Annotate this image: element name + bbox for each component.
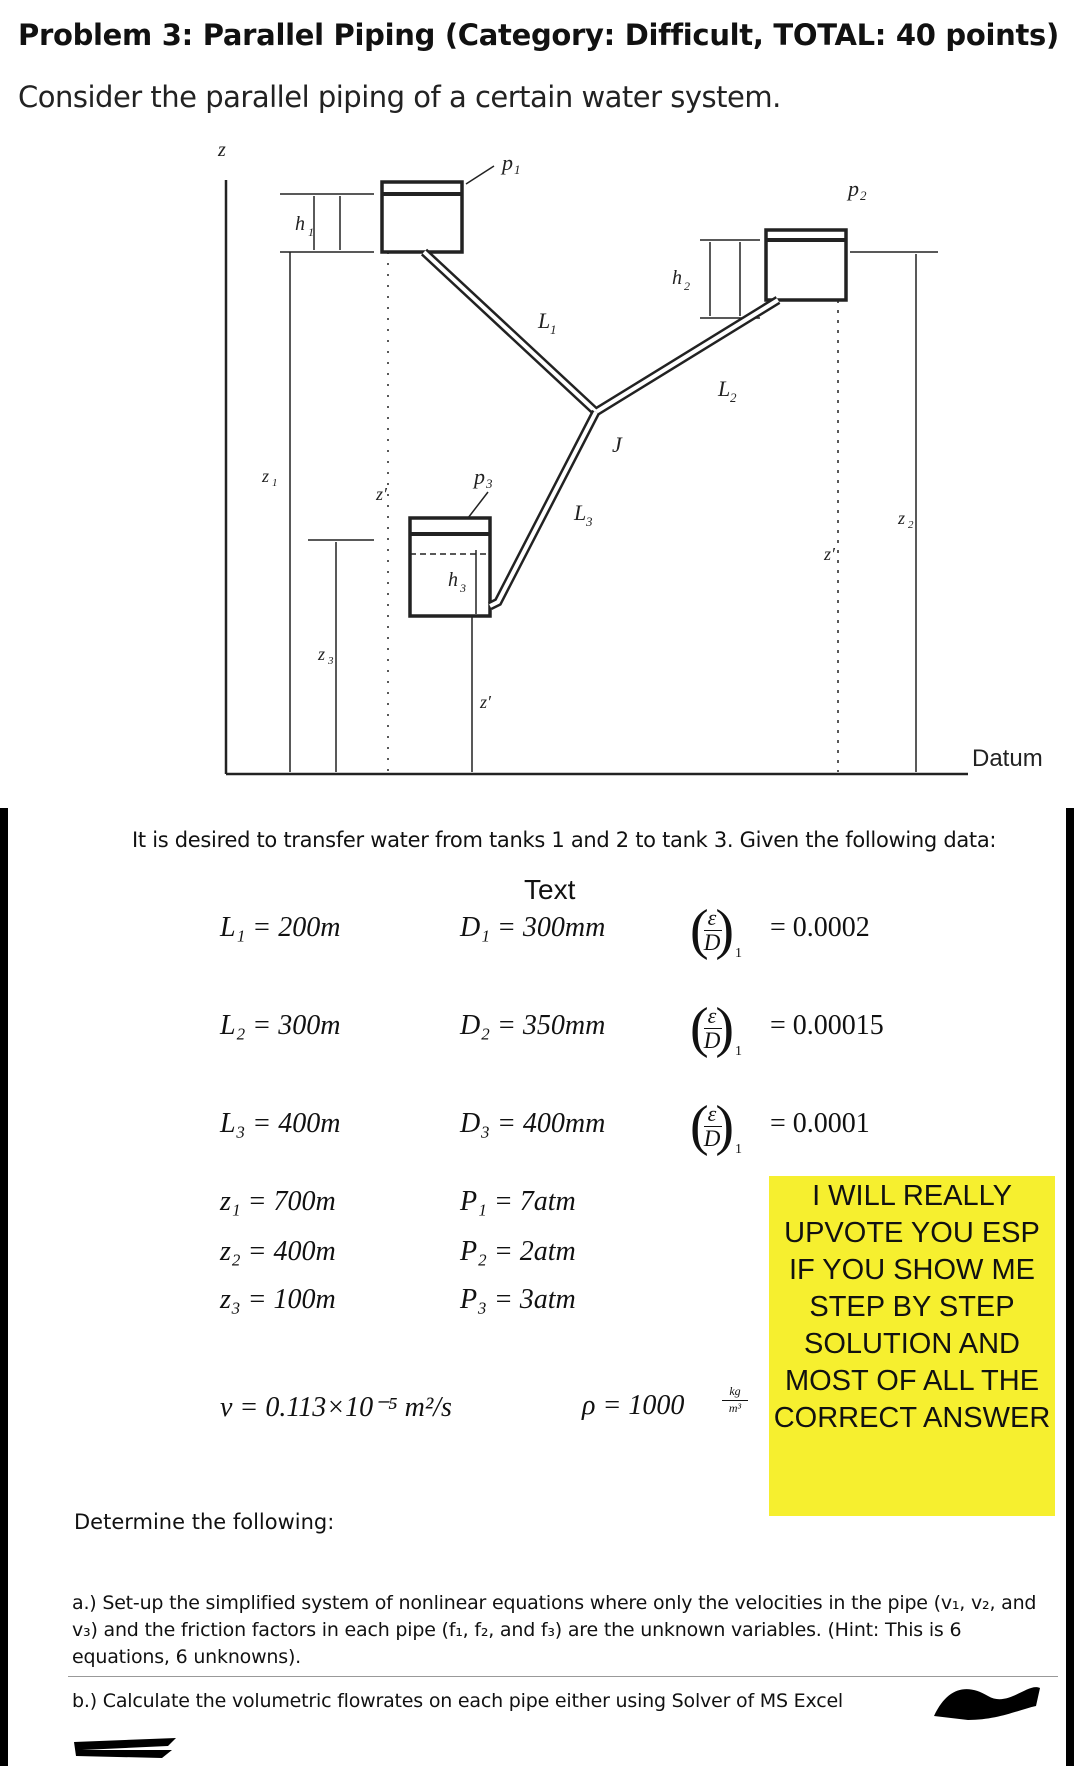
D3-value: D₃ = 400mm (460, 1108, 606, 1139)
label-datum: Datum (972, 745, 1043, 772)
label-h1: h (295, 213, 305, 235)
svg-text:3: 3 (486, 476, 493, 491)
label-z1-prime: z′ (376, 484, 387, 504)
problem-subtitle: Consider the parallel piping of a certain water system. (18, 80, 781, 114)
label-L1: L (538, 308, 551, 333)
label-h2: h (672, 267, 682, 289)
roughness-3-value: = 0.0001 (770, 1108, 870, 1139)
density-unit: kg m³ (722, 1384, 748, 1416)
L1-value: L₁ = 200m (220, 912, 341, 943)
svg-text:3: 3 (586, 514, 593, 529)
label-z: z (218, 140, 226, 161)
roughness-1-value: = 0.0002 (770, 912, 870, 943)
L2-value: L₂ = 300m (220, 1010, 341, 1041)
svg-text:1: 1 (272, 477, 278, 489)
label-h3: h (448, 569, 458, 591)
part-b-question: b.) Calculate the volumetric flowrates on each pipe either using Solver of MS Excel (72, 1690, 844, 1712)
scribble-redaction-2 (72, 1736, 182, 1760)
svg-text:2: 2 (730, 390, 737, 405)
roughness-2-value: = 0.00015 (770, 1010, 884, 1041)
determine-heading: Determine the following: (74, 1510, 335, 1534)
label-L3: L (574, 500, 587, 525)
svg-text:2: 2 (684, 279, 690, 293)
relative-roughness-2: ( ε D ) 1 (690, 997, 742, 1059)
P2-value: P₂ = 2atm (460, 1236, 576, 1267)
relative-roughness-3: ( ε D ) 1 (690, 1095, 742, 1157)
D2-value: D₂ = 350mm (460, 1010, 606, 1041)
label-z3: z (318, 644, 326, 664)
label-J: J (612, 432, 622, 457)
scribble-redaction (928, 1676, 1048, 1726)
density: ρ = 1000 (582, 1390, 685, 1421)
label-z2: z (898, 508, 906, 528)
svg-text:1: 1 (308, 225, 314, 239)
part-a-question: a.) Set-up the simplified system of nonlinear equations where only the velocities in the pipe (v₁, v₂, and v₃) and the friction factors in each pipe (f₁, f₂, and f₃) are the unknown variables. (Hint: This is 6 equations, 6 unknowns). (72, 1592, 1037, 1668)
intro-text: It is desired to transfer water from tanks 1 and 2 to tank 3. Given the following data: (132, 828, 997, 852)
label-p3: p (474, 464, 485, 489)
svg-text:1: 1 (514, 162, 521, 177)
svg-text:2: 2 (908, 519, 914, 531)
svg-text:2: 2 (860, 188, 867, 203)
z3-value: z₃ = 100m (220, 1284, 336, 1315)
svg-text:3: 3 (460, 581, 466, 595)
label-z3-prime: z′ (480, 692, 491, 712)
problem-header-panel (0, 0, 1074, 808)
parallel-piping-diagram (0, 140, 1074, 808)
label-z1: z (262, 466, 270, 486)
label-p1: p (502, 150, 513, 175)
kinematic-viscosity: ν = 0.113×10⁻⁵ m²/s (220, 1392, 452, 1423)
P3-value: P₃ = 3atm (460, 1284, 576, 1315)
label-L2: L (718, 376, 731, 401)
problem-title: Problem 3: Parallel Piping (Category: Difficult, TOTAL: 40 points) (18, 18, 1059, 52)
svg-text:1: 1 (550, 322, 557, 337)
P1-value: P₁ = 7atm (460, 1186, 576, 1217)
D1-value: D₁ = 300mm (460, 912, 606, 943)
relative-roughness-1: ( ε D ) 1 (690, 899, 742, 961)
z2-value: z₂ = 400m (220, 1236, 336, 1267)
z1-value: z₁ = 700m (220, 1186, 336, 1217)
student-note: I WILL REALLY UPVOTE YOU ESP IF YOU SHOW ME STEP BY STEP SOLUTION AND MOST OF ALL THE CORRECT ANSWER (769, 1176, 1055, 1516)
label-z2-prime: z′ (824, 544, 835, 564)
label-p2: p (848, 176, 859, 201)
svg-text:3: 3 (328, 655, 334, 667)
L3-value: L₃ = 400m (220, 1108, 341, 1139)
divider (68, 1676, 1058, 1677)
text-label: Text (524, 874, 576, 905)
